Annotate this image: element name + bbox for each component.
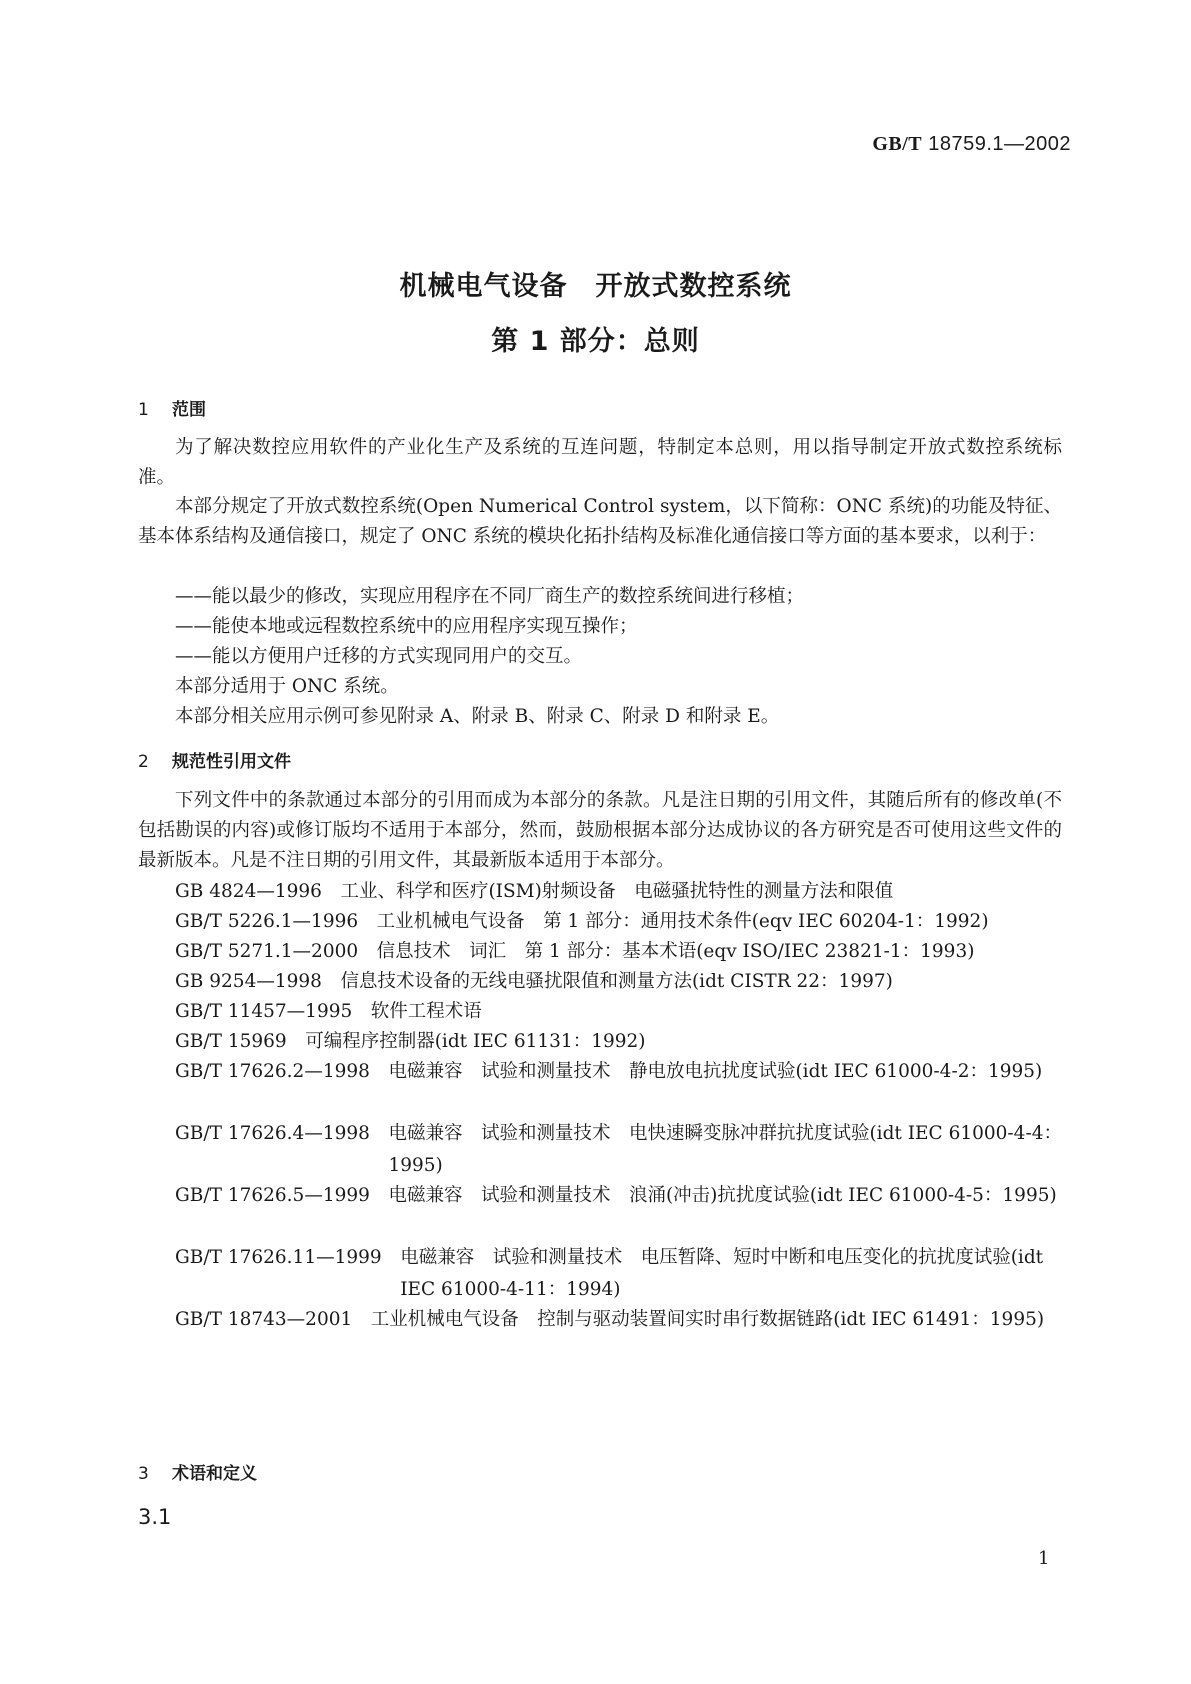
reference-item — [175, 996, 1065, 1028]
section-1-paragraph-1: 为了解决数控应用软件的产业化生产及系统的互连问题，特制定本总则，用以指导制定开放式数控系统标准。 — [138, 437, 1062, 488]
reference-title: 软件工程术语 — [370, 1001, 482, 1022]
reference-title: 工业、科学和医疗(ISM)射频设备 电磁骚扰特性的测量方法和限值 — [340, 881, 894, 902]
reference-title: 工业机械电气设备 控制与驱动装置间实时串行数据链路(idt IEC 61491：1995) — [370, 1309, 1045, 1330]
reference-item — [175, 1118, 1065, 1182]
reference-title: 电磁兼容 试验和测量技术 静电放电抗扰度试验(idt IEC 61000-4-2：1995) — [388, 1061, 1043, 1082]
page-number: 1 — [1038, 1548, 1050, 1569]
reference-code: GB/T 15969 — [175, 1031, 287, 1052]
list-item: ——能使本地或远程数控系统中的应用程序实现互操作； — [175, 616, 638, 637]
reference-title: 信息技术 词汇 第 1 部分：基本术语(eqv ISO/IEC 23821-1：1993) — [376, 941, 975, 962]
reference-code: GB/T 5271.1—2000 — [175, 941, 359, 962]
document-title: 机械电气设备 开放式数控系统 — [399, 271, 792, 302]
reference-item — [175, 1180, 1065, 1212]
reference-code: GB/T 17626.4—1998 — [175, 1123, 370, 1144]
reference-title: 电磁兼容 试验和测量技术 浪涌(冲击)抗扰度试验(idt IEC 61000-4-5：1995) — [388, 1185, 1057, 1206]
section-title: 规范性引用文件 — [172, 752, 291, 772]
reference-code: GB 4824—1996 — [175, 881, 322, 902]
reference-item — [175, 936, 1065, 968]
reference-item — [175, 1056, 1065, 1088]
reference-code: GB/T 18743—2001 — [175, 1309, 353, 1330]
reference-code: GB/T 11457—1995 — [175, 1001, 353, 1022]
section-1-paragraph-3: 本部分适用于 ONC 系统。 — [175, 676, 399, 697]
document-subtitle: 第 1 部分：总则 — [491, 326, 700, 357]
reference-code: GB/T 17626.5—1999 — [175, 1185, 370, 1206]
reference-title: 信息技术设备的无线电骚扰限值和测量方法(idt CISTR 22：1997) — [340, 971, 893, 992]
reference-code: GB/T 17626.2—1998 — [175, 1061, 370, 1082]
section-title: 范围 — [172, 400, 206, 420]
section-2-intro: 下列文件中的条款通过本部分的引用而成为本部分的条款。凡是注日期的引用文件，其随后所有的修改单(不包括勘误的内容)或修订版均不适用于本部分，然而，鼓励根据本部分达成协议的各方研究是否可使用这些文件的最新版本。凡是不注日期的引用文件，其最新版本适用于本部分。 — [138, 790, 1062, 871]
section-3-heading — [138, 1459, 257, 1484]
standard-code: 18759.1—2002 — [928, 133, 1071, 155]
reference-item — [175, 1242, 1065, 1306]
list-item: ——能以最少的修改，实现应用程序在不同厂商生产的数控系统间进行移植； — [175, 586, 805, 607]
section-number: 2 — [138, 752, 149, 772]
section-number: 3 — [138, 1464, 149, 1484]
list-item: ——能以方便用户迁移的方式实现同用户的交互。 — [175, 646, 583, 667]
reference-title: 工业机械电气设备 第 1 部分：通用技术条件(eqv IEC 60204-1：1992) — [376, 911, 989, 932]
reference-title: 可编程序控制器(idt IEC 61131：1992) — [305, 1031, 646, 1052]
section-title: 术语和定义 — [172, 1464, 257, 1484]
reference-item — [175, 966, 1065, 998]
reference-code: GB 9254—1998 — [175, 971, 322, 992]
reference-title: 电磁兼容 试验和测量技术 电快速瞬变脉冲群抗扰度试验(idt IEC 61000-4-4：1995) — [388, 1123, 1062, 1176]
reference-item — [175, 906, 1065, 938]
clause-number: 3.1 — [138, 1505, 172, 1529]
section-2-heading — [138, 747, 291, 772]
reference-item — [175, 1026, 1065, 1058]
standard-prefix: GB/T — [872, 133, 923, 155]
reference-item — [175, 1304, 1065, 1336]
section-1-paragraph-2: 本部分规定了开放式数控系统(Open Numerical Control system，以下简称：ONC 系统)的功能及特征、基本体系结构及通信接口，规定了 ONC 系统的模块化拓扑结构及标准化通信接口等方面的基本要求，以利于： — [138, 496, 1062, 547]
reference-item — [175, 876, 1065, 908]
standard-number — [872, 133, 1071, 156]
section-1-heading — [138, 395, 206, 420]
reference-title: 电磁兼容 试验和测量技术 电压暂降、短时中断和电压变化的抗扰度试验(idt IEC 61000-4-11：1994) — [400, 1247, 1044, 1300]
reference-code: GB/T 5226.1—1996 — [175, 911, 359, 932]
section-number: 1 — [138, 400, 149, 420]
section-1-paragraph-4: 本部分相关应用示例可参见附录 A、附录 B、附录 C、附录 D 和附录 E。 — [175, 706, 780, 727]
reference-code: GB/T 17626.11—1999 — [175, 1247, 382, 1268]
